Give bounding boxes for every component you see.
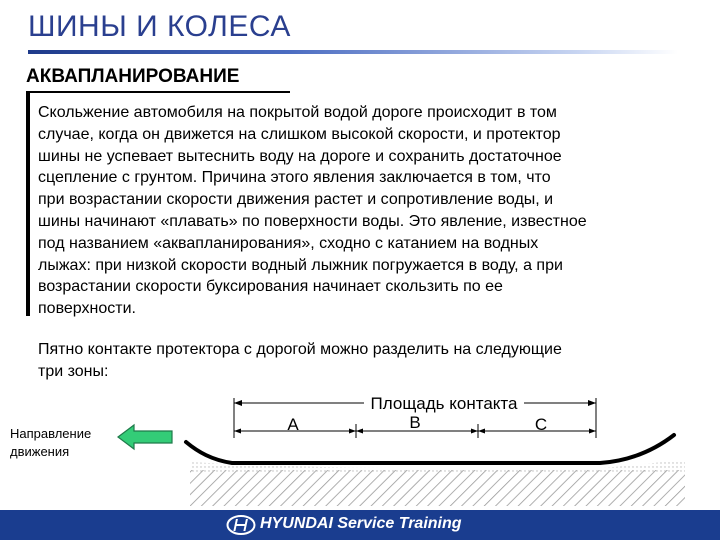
footer-brand-text: HYUNDAI Service Training [260,515,462,532]
paragraph-line: Пятно контакте протектора с дорогой можно разделить на следующие [38,341,562,358]
footer-bar [0,510,720,540]
paragraph-line: сцепление с грунтом. Причина этого явления заключается в том, что [38,169,551,187]
paragraph-line: шины начинают «плавать» по поверхности воды. Это явление, известное [38,212,587,230]
paragraph-line: при возрастании скорости движения растет и сопротивление воды, и [38,191,554,209]
contact-patch-diagram [0,390,720,508]
paragraph-hydroplaning [38,102,678,320]
page-title: ШИНЫ И КОЛЕСА [28,10,291,43]
contact-area-label: Площадь контакта [370,394,518,413]
paragraph-line: возрастании скорости буксирования начинает скользить по ее [38,278,503,296]
paragraph-line: три зоны: [38,362,109,380]
paragraph-line: под названием «аквапланирования», сходно с катанием на водных [38,234,539,252]
paragraph-line: Скольжение автомобиля на покрытой водой дороге происходит в том [38,104,557,121]
section-underline [26,91,290,93]
direction-label: Направление движения [10,426,92,459]
title-divider [28,50,678,54]
paragraph-line: случае, когда он движется на слишком высокой скорости, и протектор [38,125,561,143]
paragraph-line: шины не успевает вытеснить воду на дороге и сохранить достаточное [38,147,562,165]
section-title: АКВАПЛАНИРОВАНИЕ [26,66,240,87]
paragraph-zones-intro [38,339,678,383]
tire-tread [186,435,674,463]
hyundai-logo-icon [226,514,256,536]
section-left-bar [26,91,30,316]
road-surface [190,470,685,506]
paragraph-line: поверхности. [38,300,136,318]
paragraph-line: лыжах: при низкой скорости водный лыжник погружается в воду, а при [38,256,563,274]
zone-a-label: A [287,415,299,434]
direction-arrow-icon [118,425,172,449]
zone-b-label: B [409,413,421,432]
zone-c-label: C [534,415,548,434]
